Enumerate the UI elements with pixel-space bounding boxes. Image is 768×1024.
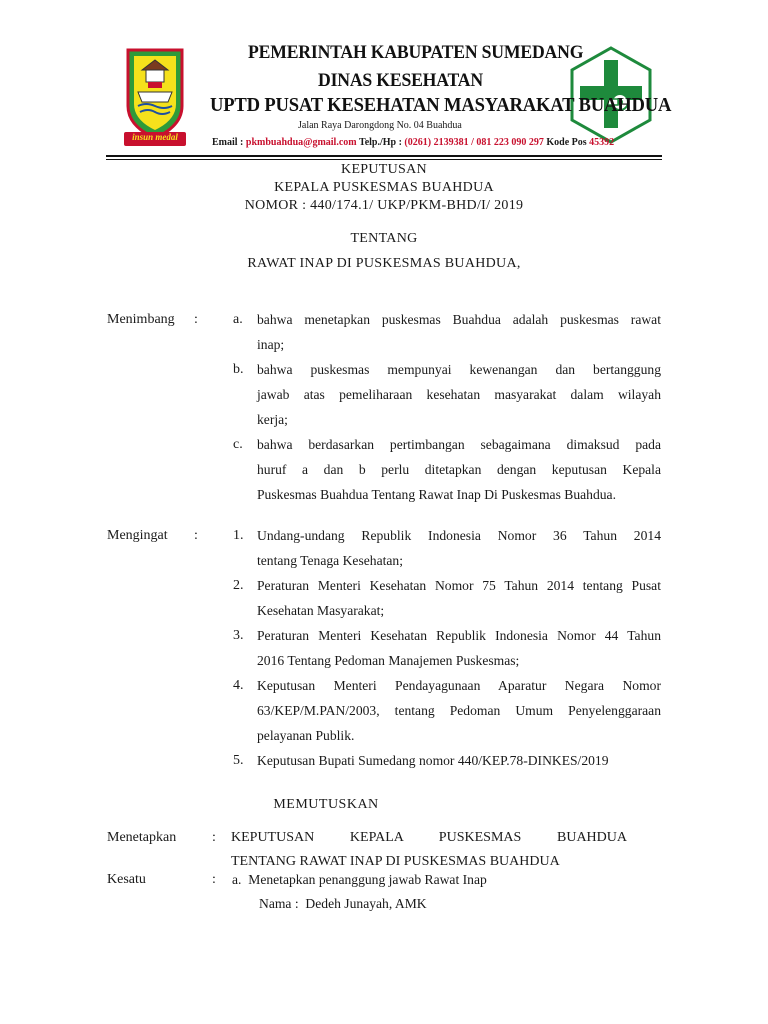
menetapkan-line-2: TENTANG RAWAT INAP DI PUSKESMAS BUAHDUA — [231, 854, 560, 869]
mengingat-marker-1: 1. — [233, 528, 244, 543]
menimbang-marker-b: b. — [233, 362, 244, 377]
line: kerja; — [257, 412, 288, 427]
menetapkan-line-1: KEPUTUSAN KEPALA PUSKESMAS BUAHDUA — [231, 830, 627, 845]
decree-subject: RAWAT INAP DI PUSKESMAS BUAHDUA, — [247, 256, 521, 271]
mengingat-item-2 — [257, 573, 661, 623]
letterhead-unit-line: UPTD PUSAT KESEHATAN MASYARAKAT BUAHDUA — [210, 94, 672, 116]
letterhead-government-line: PEMERINTAH KABUPATEN SUMEDANG — [248, 42, 584, 63]
line: jawab atas pemeliharaan kesehatan masyarakat dalam wilayah — [257, 387, 661, 402]
line: inap; — [257, 337, 285, 352]
mengingat-colon: : — [194, 528, 198, 543]
mengingat-marker-5: 5. — [233, 753, 244, 768]
mengingat-item-3 — [257, 623, 661, 673]
phone-label: Telp./Hp : — [358, 137, 402, 148]
phone-value: (0261) 2139381 / 081 223 090 297 — [404, 137, 544, 148]
line: bahwa berdasarkan pertimbangan sebagaimana dimaksud pada — [257, 437, 661, 452]
menimbang-label: Menimbang — [107, 312, 175, 327]
mengingat-marker-2: 2. — [233, 578, 244, 593]
mengingat-item-1 — [257, 523, 661, 573]
mengingat-item-5 — [257, 748, 661, 773]
mengingat-marker-3: 3. — [233, 628, 244, 643]
tentang-heading: TENTANG — [350, 231, 418, 246]
mengingat-item-4 — [257, 673, 661, 748]
menimbang-colon: : — [194, 312, 198, 327]
menimbang-marker-c: c. — [233, 437, 243, 452]
menimbang-item-c — [257, 432, 661, 507]
menetapkan-label: Menetapkan — [107, 830, 177, 845]
postal-value: 45392 — [589, 137, 615, 148]
menimbang-marker-a: a. — [233, 312, 243, 327]
email-label: Email : — [212, 137, 244, 148]
menetapkan-colon: : — [212, 830, 216, 845]
memutuskan-text: MEMUTUSKAN — [273, 797, 379, 812]
mengingat-marker-4: 4. — [233, 678, 244, 693]
line: Keputusan Bupati Sumedang nomor 440/KEP.78-DINKES/2019 — [257, 753, 609, 768]
line: Puskesmas Buahdua Tentang Rawat Inap Di Puskesmas Buahdua. — [257, 487, 616, 502]
line: 63/KEP/M.PAN/2003, tentang Pedoman Umum Penyelenggaraan — [257, 703, 661, 718]
line: Peraturan Menteri Kesehatan Nomor 75 Tahun 2014 tentang Pusat — [257, 578, 661, 593]
decree-issuer: KEPALA PUSKESMAS BUAHDUA — [274, 180, 494, 195]
menimbang-item-b — [257, 357, 661, 432]
kesatu-line-2: Nama : Dedeh Junayah, AMK — [259, 896, 427, 911]
decree-title: KEPUTUSAN — [341, 162, 427, 177]
decree-number: NOMOR : 440/174.1/ UKP/PKM-BHD/I/ 2019 — [244, 198, 524, 213]
mengingat-label: Mengingat — [107, 528, 168, 543]
line: tentang Tenaga Kesehatan; — [257, 553, 403, 568]
line: bahwa menetapkan puskesmas Buahdua adalah puskesmas rawat — [257, 312, 661, 327]
left-logo-motto: insun medal — [132, 132, 178, 142]
memutuskan-heading — [106, 797, 662, 813]
letterhead-department-line: DINAS KESEHATAN — [318, 70, 483, 91]
line: Peraturan Menteri Kesehatan Republik Indonesia Nomor 44 Tahun — [257, 628, 661, 643]
letterhead-contact — [212, 137, 614, 148]
kesatu-label: Kesatu — [107, 872, 146, 887]
menimbang-item-a — [257, 307, 661, 357]
line: huruf a dan b perlu ditetapkan dengan keputusan Kepala — [257, 462, 661, 477]
letterhead — [0, 0, 768, 165]
kesatu-line-1: a. Menetapkan penanggung jawab Rawat Inap — [232, 872, 487, 887]
line: Undang-undang Republik Indonesia Nomor 36 Tahun 2014 — [257, 528, 661, 543]
letterhead-address: Jalan Raya Darongdong No. 04 Buahdua — [298, 120, 462, 131]
line: pelayanan Publik. — [257, 728, 355, 743]
kesatu-colon: : — [212, 872, 216, 887]
letterhead-rule-thin — [106, 159, 662, 160]
line: Keputusan Menteri Pendayagunaan Aparatur Negara Nomor — [257, 678, 661, 693]
line: Kesehatan Masyarakat; — [257, 603, 385, 618]
letterhead-rule-thick — [106, 155, 662, 157]
line: bahwa puskesmas mempunyai kewenangan dan bertanggung — [257, 362, 661, 377]
postal-label: Kode Pos — [546, 137, 587, 148]
email-value: pkmbuahdua@gmail.com — [245, 137, 357, 148]
line: 2016 Tentang Pedoman Manajemen Puskesmas; — [257, 653, 520, 668]
